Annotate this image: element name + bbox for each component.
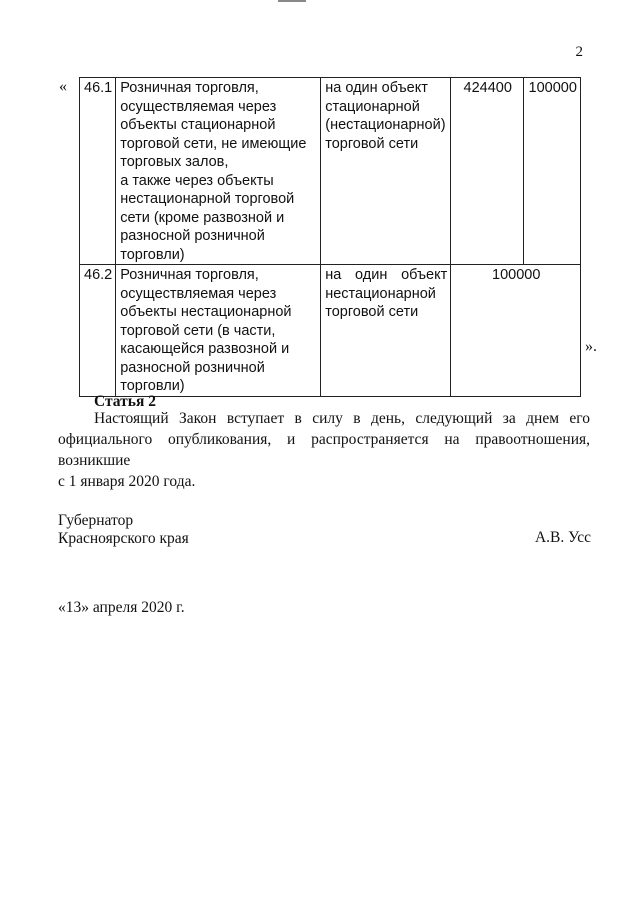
- row-value-2: 100000: [524, 78, 581, 265]
- row-number: 46.1: [80, 78, 116, 265]
- closing-quote: ».: [585, 338, 597, 355]
- tax-table: [79, 77, 581, 397]
- row-value-1: 424400: [451, 78, 524, 265]
- article-text: [58, 408, 590, 492]
- opening-quote: «: [59, 78, 67, 95]
- signer-position-line1: Губернатор: [58, 512, 134, 529]
- row-value: 100000: [451, 265, 581, 397]
- page-number: 2: [575, 44, 583, 60]
- row-unit: на один объект стационарной (нестационарной) торговой сети: [321, 78, 451, 265]
- article-line: с 1 января 2020 года.: [58, 473, 196, 490]
- article-line: Настоящий Закон вступает в силу в день, следующий за днем его: [94, 410, 590, 427]
- article-title: Статья 2: [94, 393, 156, 410]
- table-row: [80, 265, 581, 397]
- signer-name: А.В. Усс: [534, 529, 591, 546]
- article-line: официального опубликования, и распространяется на правоотношения, возникшие: [58, 431, 590, 469]
- row-unit: на один объект нестационарной торговой сети: [321, 265, 451, 397]
- row-description: Розничная торговля, осуществляемая через объекты стационарной торговой сети, не имеющие торговых залов, а также через объекты нестационарной торговой сети (кроме развозной и разносной розничной торговли): [116, 78, 321, 265]
- table-row: [80, 78, 581, 265]
- document-date: «13» апреля 2020 г.: [58, 599, 185, 616]
- signer-position-line2: Красноярского края: [58, 530, 189, 547]
- top-edge-mark: [278, 0, 306, 2]
- row-number: 46.2: [80, 265, 116, 397]
- row-description: Розничная торговля, осуществляемая через объекты нестационарной торговой сети (в части, касающейся развозной и разносной розничной торговли): [116, 265, 321, 397]
